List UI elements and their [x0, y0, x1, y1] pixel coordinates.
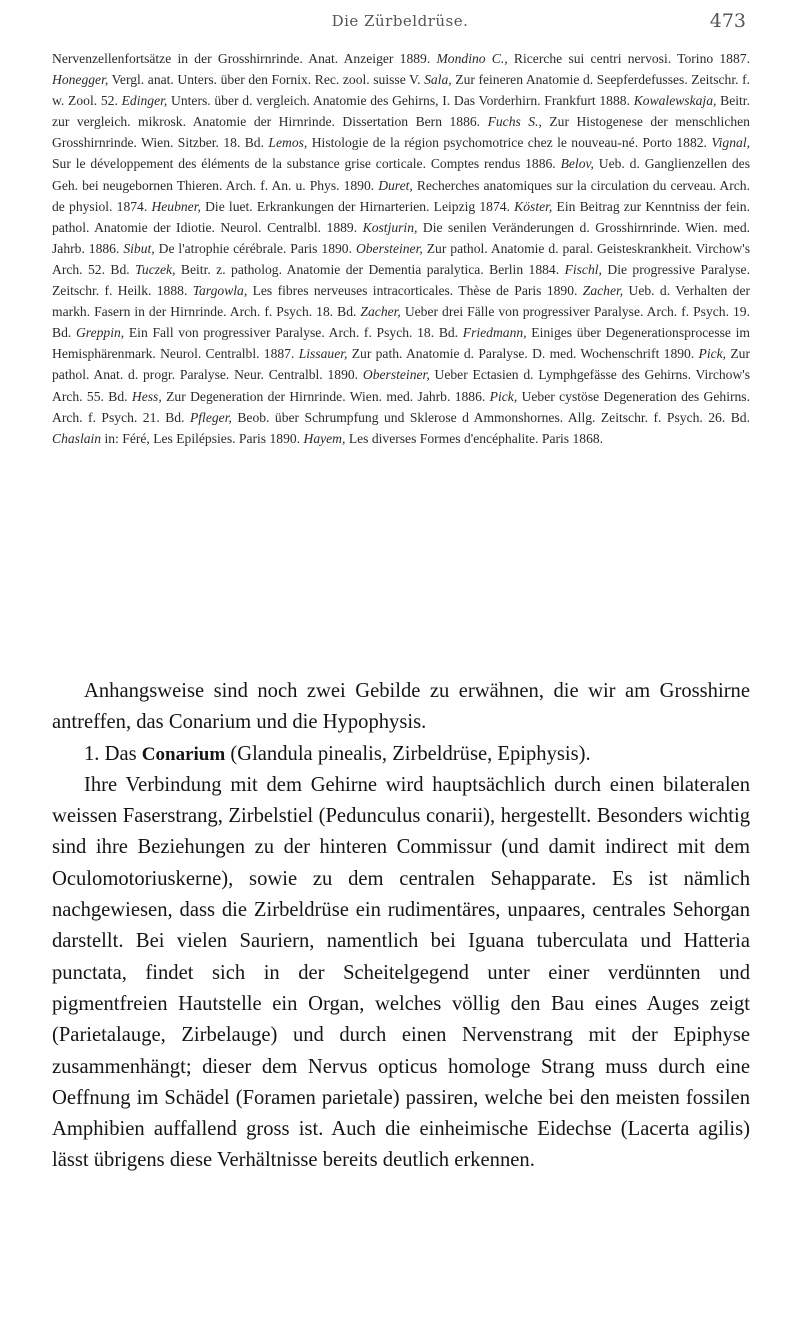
bib-text: Einiges über Degenerationsprocesse im Hemisphärenmark. Neurol. Centralbl. 1887. [52, 325, 750, 362]
section-rest: (Glandula pinealis, Zirbeldrüse, Epiphysis). [230, 742, 591, 765]
bib-author: Edinger, [121, 93, 168, 109]
bib-author: Tuczek, [135, 261, 176, 277]
bib-author: Obersteiner, [362, 367, 430, 383]
bib-author: Fuchs S., [487, 114, 542, 130]
bib-author: Obersteiner, [355, 240, 423, 256]
bib-text: Ricerche sui centri nervosi. Torino 1887. [513, 51, 750, 66]
bib-author: Chaslain [52, 430, 102, 446]
body-paragraph: Ihre Verbindung mit dem Gehirne wird hauptsächlich durch einen bilateralen weissen Faserstrang, Zirbelstiel (Pedunculus conarii), hergestellt. Besonders wichtig sind ihre Beziehungen zu der hinteren Commissur (und damit indirect mit dem Oculomotoriuskerne), sowie zu dem centralen Sehapparate. Es ist nämlich nachgewiesen, dass die Zirbeldrüse ein rudimentäres, unpaares, centrales Sehorgan darstellt. Bei vielen Sauriern, namentlich bei Iguana tuberculata und Hatteria punctata, findet sich in der Scheitelgegend unter einer verdünnten und pigmentfreien Hautstelle ein Organ, welches völlig den Bau eines Auges zeigt (Parietalauge, Zirbelauge) und durch einen Nervenstrang mit der Epiphyse zusammenhängt; dieser dem Nervus opticus homologe Strang muss durch eine Oeffnung im Schädel (Foramen parietale) passiren, welche bei den meisten fossilen Amphibien auffallend gross ist. Auch die einheimische Eidechse (Lacerta agilis) lässt übrigens diese Verhältnisse bereits deutlich erkennen. [52, 773, 750, 1172]
bib-text: Ueber drei Fälle von progressiver Paralyse. Arch. f. Psych. 19. Bd. [52, 304, 750, 341]
bib-author: Greppin, [75, 325, 125, 341]
bib-author: Friedmann, [462, 325, 527, 341]
bib-author: Pfleger, [189, 409, 232, 425]
bib-entry [132, 389, 485, 404]
bib-author: Pick, [698, 346, 727, 362]
bib-text: Die senilen Veränderungen d. Grosshirnrinde. Wien. med. Jahrb. 1886. [52, 219, 751, 256]
bib-author: Targowla, [192, 283, 248, 299]
bib-text: Ueb. d. Ganglienzellen des Geh. bei neugebornen Thieren. Arch. f. An. u. Phys. 1890. [52, 156, 750, 193]
bib-text: Ein Fall von progressiver Paralyse. Arch. f. Psych. 18. Bd. [128, 325, 459, 341]
page-number: 473 [709, 10, 746, 32]
bib-text: Zur Histogenese der menschlichen Grosshirnrinde. Wien. Sitzber. 18. Bd. [52, 114, 750, 151]
bib-text: Beitr. zur vergleich. mikrosk. Anatomie der Hirnrinde. Dissertation Bern 1886. [52, 93, 750, 130]
bib-entry [122, 93, 630, 108]
bib-text: Zur feineren Anatomie d. Seepferdefusses. Zeitschr. f. w. Zool. 52. [52, 72, 750, 109]
bib-text: Ein Beitrag zur Kenntniss der fein. pathol. Anatomie der Idiotie. Neurol. Centralbl. 1889. [52, 198, 750, 235]
bib-text: Ueb. d. Verhalten der markh. Fasern in der Hirnrinde. Arch. f. Psych. 18. Bd. [52, 283, 751, 320]
bib-text: Die progressive Paralyse. Zeitschr. f. Heilk. 1888. [52, 261, 750, 299]
bib-entry [76, 325, 458, 340]
bib-text: Unters. über d. vergleich. Anatomie des Gehirns, I. Das Vorderhirn. Frankfurt 1888. [171, 93, 630, 109]
page-header [0, 12, 800, 36]
bib-author: Zacher, [360, 304, 401, 320]
bib-entry [52, 72, 421, 87]
bib-author: Kowalewskaja, [633, 93, 717, 109]
bib-text: De l'atrophie cérébrale. Paris 1890. [158, 240, 352, 256]
bib-author: Lemos, [268, 135, 308, 151]
bib-author: Honegger, [52, 72, 109, 88]
section-heading [52, 739, 750, 770]
bib-text: in: Féré, Les Epilépsies. Paris 1890. [104, 430, 301, 446]
bib-entry [193, 283, 578, 298]
main-text [52, 676, 750, 1177]
bib-entry [52, 51, 430, 66]
bib-entry [304, 431, 604, 446]
bib-entry [436, 51, 750, 66]
bib-entry [151, 199, 510, 214]
bib-text: Zur Degeneration der Hirnrinde. Wien. med. Jahrb. 1886. [166, 388, 486, 404]
bib-author: Vignal, [711, 135, 750, 151]
section-number: 1. Das [84, 742, 137, 765]
bib-text: Les fibres nerveuses intracorticales. Thèse de Paris 1890. [252, 283, 578, 299]
bib-text: Zur pathol. Anat. d. progr. Paralyse. Neur. Centralbl. 1890. [52, 346, 751, 383]
bib-author: Lissauer, [298, 346, 348, 362]
bib-entry [52, 431, 300, 446]
bib-entry [299, 346, 695, 361]
bib-text: Histologie de la région psychomotrice chez le nouveau-né. Porto 1882. [311, 135, 707, 151]
bib-text: Vergl. anat. Unters. über den Fornix. Rec. zool. suisse V. [111, 72, 421, 88]
bib-entry [135, 262, 559, 277]
bib-author: Hayem, [303, 430, 346, 446]
bib-author: Mondino C., [436, 51, 508, 66]
bib-text: Ueber Ectasien d. Lymphgefässe des Gehirns. Virchow's Arch. 55. Bd. [52, 367, 751, 404]
bibliography [52, 48, 750, 449]
section-term: Conarium [141, 743, 226, 765]
running-title: Die Zürbeldrüse. [331, 12, 469, 30]
bib-text: Les diverses Formes d'encéphalite. Paris 1868. [348, 430, 604, 446]
bib-author: Sala, [424, 72, 452, 88]
bib-author: Heubner, [151, 198, 201, 214]
bib-entry [268, 135, 707, 150]
bib-author: Pick, [489, 388, 518, 404]
bib-entry [123, 241, 352, 256]
bib-author: Köster, [514, 198, 553, 214]
bib-text: Beob. über Schrumpfung und Sklerose d Ammonshornes. Allg. Zeitschr. f. Psych. 26. Bd. [237, 409, 750, 425]
bib-text: Zur pathol. Anatomie d. paral. Geisteskrankheit. Virchow's Arch. 52. Bd. [52, 240, 750, 277]
bib-text: Ueber cystöse Degeneration des Gehirns. Arch. f. Psych. 21. Bd. [52, 388, 750, 425]
bib-text: Recherches anatomiques sur la circulation du cerveau. Arch. de physiol. 1874. [52, 177, 750, 214]
bib-text: Sur le développement des éléments de la substance grise corticale. Comptes rendus 1886. [52, 156, 556, 172]
intro-paragraph: Anhangsweise sind noch zwei Gebilde zu erwähnen, die wir am Grosshirne antreffen, das Conarium und die Hypophysis. [52, 680, 750, 734]
bib-text: Nervenzellenfortsätze in der Grosshirnrinde. Anat. Anzeiger 1889. [52, 51, 431, 66]
bib-text: Zur path. Anatomie d. Paralyse. D. med. Wochenschrift 1890. [351, 346, 695, 362]
bib-author: Duret, [378, 177, 413, 193]
bib-entry [190, 410, 750, 425]
bib-author: Belov, [560, 156, 594, 172]
bib-author: Hess, [131, 388, 162, 404]
bib-text: Die luet. Erkrankungen der Hirnarterien. Leipzig 1874. [205, 198, 510, 214]
bib-author: Kostjurin, [362, 219, 418, 235]
bib-text: Beitr. z. patholog. Anatomie der Dementia paralytica. Berlin 1884. [180, 261, 560, 277]
bib-author: Zacher, [582, 283, 624, 299]
bib-author: Fischl, [564, 261, 602, 277]
bib-author: Sibut, [123, 240, 155, 256]
